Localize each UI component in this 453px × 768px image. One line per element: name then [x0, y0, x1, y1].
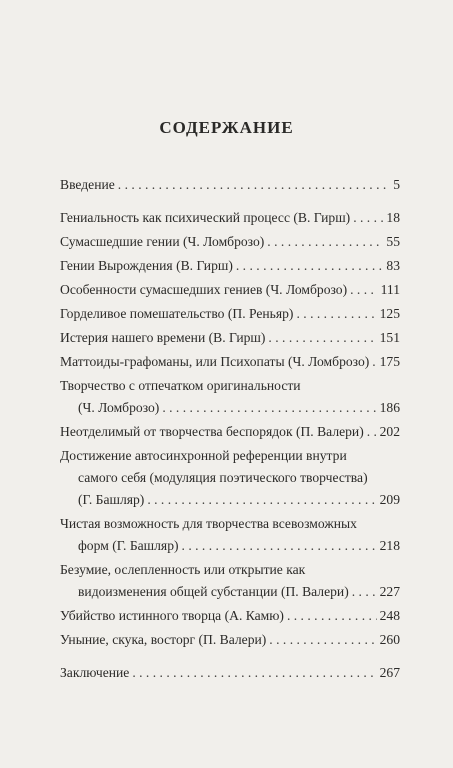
table-of-contents — [60, 174, 400, 686]
toc-entry-title: Уныние, скука, восторг (П. Валери) — [60, 632, 267, 647]
toc-entry — [60, 174, 400, 196]
dot-leader — [147, 489, 376, 511]
toc-page-number: 125 — [379, 306, 400, 321]
toc-entry-title-line — [60, 375, 400, 397]
toc-entry-title: (Ч. Ломброзо) — [78, 400, 160, 415]
toc-page-number: 218 — [379, 538, 400, 553]
toc-entry-title: Истерия нашего времени (В. Гирш) — [60, 330, 266, 345]
toc-page-number: 111 — [380, 282, 400, 297]
toc-entry — [60, 421, 400, 443]
dot-leader — [162, 397, 376, 419]
toc-entry-title-line — [60, 207, 400, 229]
toc-page-number: 55 — [386, 234, 400, 249]
dot-leader — [287, 605, 377, 627]
toc-page-number: 248 — [379, 608, 400, 623]
toc-entry-continuation-line — [60, 535, 400, 557]
toc-entry-title: форм (Г. Башляр) — [78, 538, 179, 553]
toc-entry — [60, 351, 400, 373]
toc-entry-title-line — [60, 303, 400, 325]
toc-entry — [60, 207, 400, 229]
toc-entry-title-line — [60, 662, 400, 684]
toc-entry-title: (Г. Башляр) — [78, 492, 145, 507]
dot-leader — [269, 629, 376, 651]
toc-page-number: 227 — [379, 584, 400, 599]
toc-entry-title-line — [60, 255, 400, 277]
toc-entry — [60, 375, 400, 419]
toc-entry-title: Горделивое помешательство (П. Реньяр) — [60, 306, 294, 321]
toc-entry-continuation-line — [60, 397, 400, 419]
toc-entry — [60, 231, 400, 253]
toc-entry — [60, 279, 400, 301]
toc-entry-title-line — [60, 351, 400, 373]
toc-entry-title: Гениальность как психический процесс (В. Гирш) — [60, 210, 351, 225]
toc-page-number: 260 — [379, 632, 400, 647]
toc-page-number: 209 — [379, 492, 400, 507]
dot-leader — [182, 535, 377, 557]
toc-entry-title-line — [60, 629, 400, 651]
dot-leader — [267, 231, 383, 253]
toc-entry-title: Творчество с отпечатком оригинальности — [60, 378, 301, 393]
dot-leader — [352, 581, 377, 603]
toc-entry — [60, 605, 400, 627]
toc-page-number: 151 — [379, 330, 400, 345]
dot-leader — [372, 351, 376, 373]
dot-leader — [296, 303, 376, 325]
toc-entry-title: Чистая возможность для творчества всевозможных — [60, 516, 357, 531]
dot-leader — [268, 327, 376, 349]
toc-entry-continuation-line — [60, 581, 400, 603]
toc-entry-title-line — [60, 605, 400, 627]
toc-page-number: 5 — [393, 177, 400, 192]
dot-leader — [350, 279, 378, 301]
toc-entry-title-line — [60, 421, 400, 443]
toc-entry — [60, 513, 400, 557]
toc-entry-title-line — [60, 559, 400, 581]
toc-entry-title: видоизменения общей субстанции (П. Валери) — [78, 584, 349, 599]
toc-entry-title: Гении Вырождения (В. Гирш) — [60, 258, 233, 273]
toc-entry — [60, 559, 400, 603]
toc-entry-title: самого себя (модуляция поэтического творчества) — [78, 470, 368, 485]
toc-page-number: 83 — [386, 258, 400, 273]
toc-entry-title: Убийство истинного творца (А. Камю) — [60, 608, 284, 623]
toc-page-number: 18 — [386, 210, 400, 225]
toc-entry-title-line — [60, 174, 400, 196]
dot-leader — [353, 207, 383, 229]
toc-entry-title-line — [60, 513, 400, 535]
toc-page-number: 267 — [379, 665, 400, 680]
toc-entry-title-line — [60, 445, 400, 467]
toc-entry-title-line — [60, 327, 400, 349]
toc-entry-title: Особенности сумасшедших гениев (Ч. Ломброзо) — [60, 282, 348, 297]
dot-leader — [367, 421, 377, 443]
dot-leader — [236, 255, 384, 277]
page-title: СОДЕРЖАНИЕ — [159, 118, 294, 137]
toc-entry-title-line — [60, 279, 400, 301]
toc-page-number: 186 — [379, 400, 400, 415]
toc-entry-title: Заключение — [60, 665, 130, 680]
toc-entry-title: Достижение автосинхронной референции внутри — [60, 448, 347, 463]
toc-entry — [60, 629, 400, 651]
toc-entry-title: Сумасшедшие гении (Ч. Ломброзо) — [60, 234, 265, 249]
toc-entry — [60, 303, 400, 325]
toc-entry — [60, 255, 400, 277]
toc-entry-title: Введение — [60, 177, 115, 192]
toc-entry-title-line — [60, 231, 400, 253]
toc-entry-continuation-line — [60, 467, 400, 489]
dot-leader — [132, 662, 376, 684]
toc-entry-title: Безумие, ослепленность или открытие как — [60, 562, 306, 577]
toc-page-number: 202 — [379, 424, 400, 439]
toc-entry — [60, 662, 400, 684]
dot-leader — [118, 174, 387, 196]
toc-entry — [60, 445, 400, 511]
toc-entry-title: Маттоиды-графоманы, или Психопаты (Ч. Ломброзо) — [60, 354, 370, 369]
toc-page-number: 175 — [379, 354, 400, 369]
toc-entry — [60, 327, 400, 349]
toc-entry-continuation-line — [60, 489, 400, 511]
toc-entry-title: Неотделимый от творчества беспорядок (П. Валери) — [60, 424, 364, 439]
